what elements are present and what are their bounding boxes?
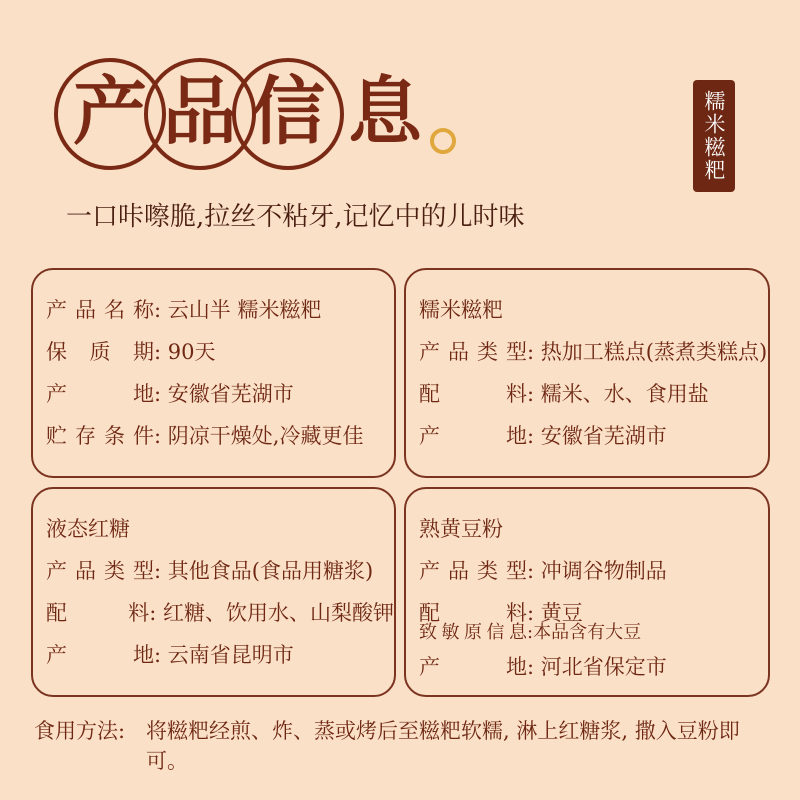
info-row: 致敏原信息 : 本品含有大豆 (419, 622, 642, 643)
info-row: 产品类型 : 热加工糕点(蒸煮类糕点) (419, 340, 768, 364)
info-box-soy-powder (404, 487, 770, 697)
info-box-syrup (31, 487, 396, 697)
info-row: 产地 : 安徽省芜湖市 (419, 424, 667, 448)
title-char: 品 (163, 69, 237, 155)
box-heading: 液态红糖 (46, 517, 130, 541)
info-row: 产品名称 : 云山半 糯米糍粑 (46, 298, 322, 322)
info-row: 产地 : 云南省昆明市 (46, 643, 294, 667)
box-heading: 糯米糍粑 (419, 298, 503, 322)
title-char: 信 (251, 69, 325, 155)
title-char: 息 (348, 69, 422, 155)
info-box-ciba (404, 268, 770, 478)
info-row: 配料 : 糯米、水、食用盐 (419, 382, 709, 406)
usage-text: 将糍粑经煎、炸、蒸或烤后至糍粑软糯, 淋上红糖浆, 撒入豆粉即可。 (146, 719, 740, 773)
product-tag: 糯米糍粑 (693, 80, 735, 192)
info-row: 产地 : 安徽省芜湖市 (46, 382, 294, 406)
box-heading: 熟黄豆粉 (419, 517, 503, 541)
info-row: 产品类型 : 其他食品(食品用糖浆) (46, 559, 374, 583)
info-box-general (31, 268, 396, 478)
gold-ring-icon (430, 128, 456, 154)
info-row: 贮存条件 : 阴凉干燥处,冷藏更佳 (46, 424, 364, 448)
subtitle: 一口咔嚓脆,拉丝不粘牙,记忆中的儿时味 (66, 202, 525, 232)
info-row: 产品类型 : 冲调谷物制品 (419, 559, 667, 583)
title-char: 产 (73, 69, 147, 155)
info-row: 配料 : 红糖、饮用水、山梨酸钾 (46, 601, 394, 625)
usage-instructions (34, 716, 774, 776)
info-row: 配料 : 黄豆 (419, 601, 583, 625)
info-row: 产地 : 河北省保定市 (419, 655, 667, 679)
usage-label: 食用方法: (34, 719, 126, 743)
info-row: 保质期 : 90天 (46, 340, 216, 364)
